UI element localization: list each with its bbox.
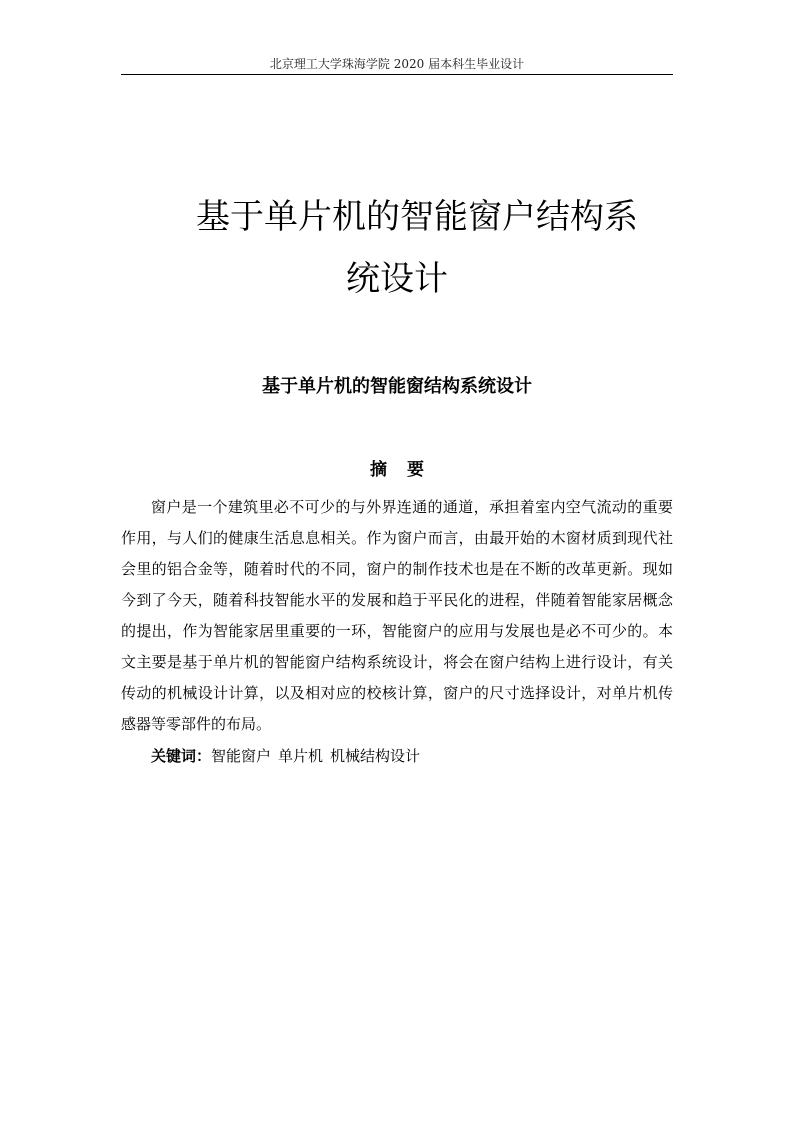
thesis-title-line-2: 统设计 [346, 259, 448, 299]
header-rule [121, 74, 673, 75]
keyword-item: 单片机 [278, 747, 324, 765]
keyword-item: 智能窗户 [211, 747, 272, 765]
keywords-label: 关键词： [151, 747, 212, 765]
keywords [121, 743, 673, 769]
thesis-subtitle: 基于单片机的智能窗结构系统设计 [262, 376, 532, 397]
running-header: 北京理工大学珠海学院 2020 届本科生毕业设计 [269, 57, 525, 71]
keyword-item: 机械结构设计 [330, 747, 421, 765]
thesis-title [121, 186, 673, 310]
abstract-heading: 摘要 [370, 460, 444, 480]
thesis-title-line-1: 基于单片机的智能窗户结构系 [196, 197, 638, 237]
abstract-body: 窗户是一个建筑里必不可少的与外界连通的通道，承担着室内空气流动的重要作用，与人们的健康生活息息相关。作为窗户而言，由最开始的木窗材质到现代社会里的铝合金等，随着时代的不同，窗户的制作技术也是在不断的改革更新。现如今到了今天，随着科技智能水平的发展和趋于平民化的进程，伴随着智能家居概念的提出，作为智能家居里重要的一环，智能窗户的应用与发展也是必不可少的。本文主要是基于单片机的智能窗户结构系统设计，将会在窗户结构上进行设计，有关传动的机械设计计算，以及相对应的校核计算，窗户的尺寸选择设计，对单片机传感器等零部件的布局。 [121, 498, 673, 733]
